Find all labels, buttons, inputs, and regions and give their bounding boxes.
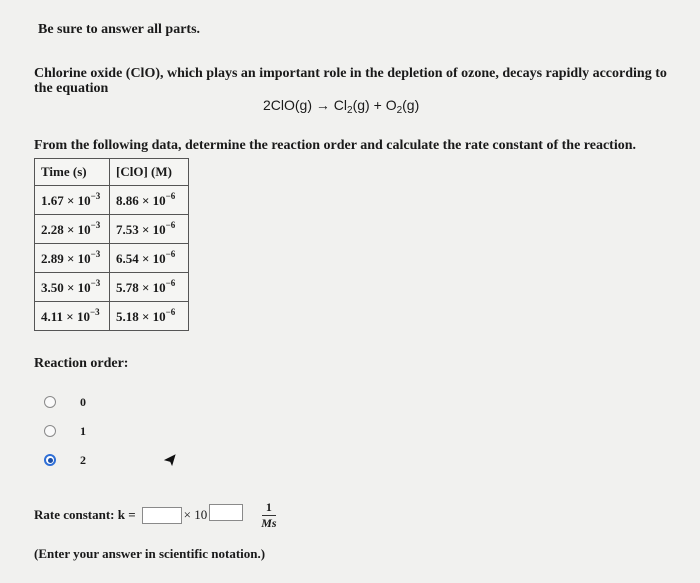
exponent-input[interactable] — [209, 504, 243, 521]
unit-denominator: Ms — [261, 515, 277, 530]
data-table — [34, 158, 189, 331]
order-option-2[interactable] — [44, 451, 104, 469]
radio-button[interactable] — [44, 396, 56, 408]
table-row — [35, 186, 189, 215]
question-text: From the following data, determine the reaction order and calculate the rate constant of the reaction. — [34, 138, 637, 153]
rate-unit-fraction — [261, 500, 276, 531]
times-ten-label: × 10 — [183, 507, 208, 522]
equation-arrow: → — [315, 97, 330, 113]
radio-button-selected[interactable] — [44, 454, 56, 466]
concentration-cell: $5.18 \times 10^{-6}$ — [110, 302, 189, 331]
table-row — [35, 244, 189, 273]
option-label: 2 — [80, 452, 86, 467]
option-label: 1 — [80, 423, 86, 438]
problem-intro: Chlorine oxide (ClO), which plays an important role in the depletion of ozone, decays rapidly according to the equation — [34, 66, 667, 96]
coefficient-input[interactable] — [142, 507, 182, 524]
header-time: Time (s) — [35, 159, 110, 186]
time-cell: $4.11 \times 10^{-3}$ — [35, 302, 110, 331]
equation-product-2: $O_2(g)$ — [385, 97, 420, 116]
rate-constant-label: Rate constant: k = — [34, 507, 136, 522]
table-row — [35, 302, 189, 331]
rate-constant-row — [34, 500, 277, 530]
equation-product-1: $Cl_2(g)$ — [333, 97, 370, 116]
concentration-cell: $7.53 \times 10^{-6}$ — [110, 215, 189, 244]
equation-plus: + — [373, 97, 382, 113]
scientific-notation-note: (Enter your answer in scientific notation.) — [34, 546, 266, 561]
time-cell: $2.28 \times 10^{-3}$ — [35, 215, 110, 244]
unit-numerator: 1 — [262, 500, 276, 516]
header-concentration: [ClO] (M) — [110, 159, 189, 186]
table-row — [35, 273, 189, 302]
table-row — [35, 215, 189, 244]
concentration-cell: $6.54 \times 10^{-6}$ — [110, 244, 189, 273]
time-cell: $1.67 \times 10^{-3}$ — [35, 186, 110, 215]
equation-reactant: 2ClO(g) — [263, 97, 313, 113]
concentration-cell: $8.86 \times 10^{-6}$ — [110, 186, 189, 215]
table-header-row — [35, 159, 189, 186]
instructions-text: Be sure to answer all parts. — [38, 22, 201, 37]
order-option-1[interactable] — [44, 422, 104, 440]
concentration-cell: $5.78 \times 10^{-6}$ — [110, 273, 189, 302]
order-option-0[interactable] — [44, 393, 104, 411]
chemical-equation — [263, 97, 419, 116]
radio-button[interactable] — [44, 425, 56, 437]
reaction-order-label: Reaction order: — [34, 356, 129, 371]
option-label: 0 — [80, 394, 86, 409]
time-cell: $2.89 \times 10^{-3}$ — [35, 244, 110, 273]
time-cell: $3.50 \times 10^{-3}$ — [35, 273, 110, 302]
mouse-pointer-icon — [163, 453, 177, 467]
